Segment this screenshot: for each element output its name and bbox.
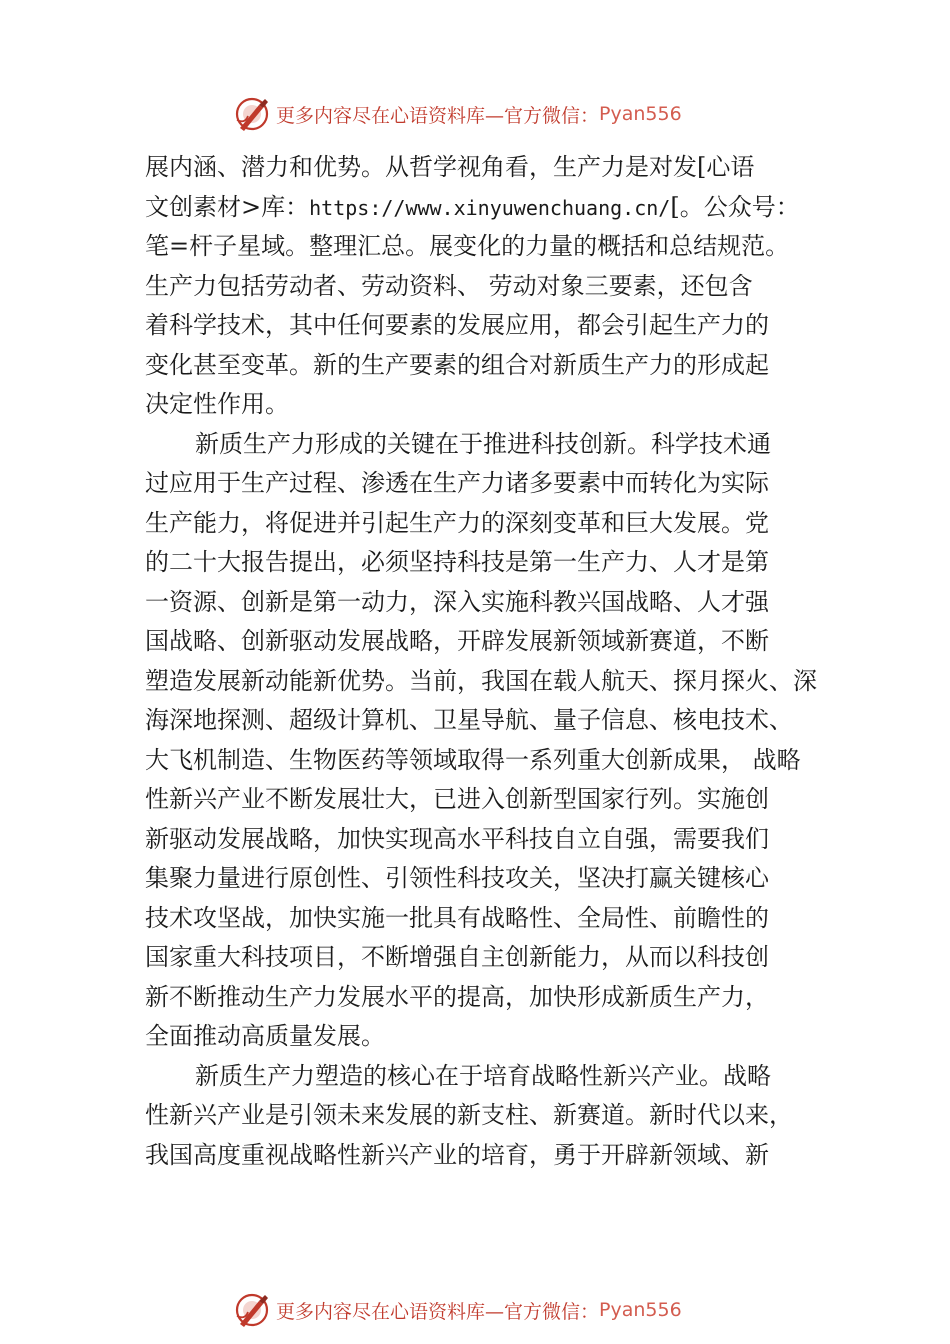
wechat-id: Pyan556	[599, 1299, 682, 1321]
pen-logo-icon	[232, 94, 272, 134]
pen-logo-icon	[232, 1290, 272, 1330]
paragraph-line	[145, 188, 825, 228]
paragraph-line: 笔=杆子星域。整理汇总。展变化的力量的概括和总结规范。	[145, 232, 790, 260]
paragraph-line: 的二十大报告提出，必须坚持科技是第一生产力、人才是第	[145, 548, 769, 576]
paragraph-line: 生产能力，将促进并引起生产力的深刻变革和巨大发展。党	[145, 508, 769, 537]
paragraph-line: 集聚力量进行原创性、引领性科技攻关，坚决打赢关键核心	[145, 864, 769, 892]
wechat-id: Pyan556	[599, 103, 682, 125]
paragraph-line: 我国高度重视战略性新兴产业的培育，勇于开辟新领域、新	[145, 1140, 769, 1169]
paragraph-line: 性新兴产业是引领未来发展的新支柱、新赛道。新时代以来，	[145, 1101, 793, 1129]
url-text: https://www.xinyuwenchuang.cn/	[309, 195, 671, 220]
paragraph-line: 过应用于生产过程、渗透在生产力诸多要素中而转化为实际	[145, 469, 769, 497]
paragraph-line: 决定性作用。	[145, 390, 289, 418]
banner-title: 更多内容尽在心语资料库—官方微信：	[276, 104, 600, 127]
paragraph-line: 展内涵、潜力和优势。从哲学视角看，生产力是对发[心语	[145, 153, 755, 181]
paragraph-line: 国家重大科技项目，不断增强自主创新能力，从而以科技创	[145, 943, 769, 971]
paragraph-line: 大飞机制造、生物医药等领域取得一系列重大创新成果， 战略	[145, 745, 801, 774]
paragraph-line: 生产力包括劳动者、劳动资料、 劳动对象三要素，还包含	[145, 271, 753, 300]
text-fragment: 文创素材>库：	[145, 192, 310, 221]
paragraph-line: 全面推动高质量发展。	[145, 1022, 385, 1050]
paragraph-line: 变化甚至变革。新的生产要素的组合对新质生产力的形成起	[145, 350, 769, 379]
paragraph-line: 国战略、创新驱动发展战略，开辟发展新领域新赛道，不断	[145, 627, 769, 655]
paragraph-line: 新质生产力塑造的核心在于培育战略性新兴产业。战略	[195, 1061, 771, 1090]
text-fragment: [。公众号：	[670, 192, 800, 221]
banner-title: 更多内容尽在心语资料库—官方微信：	[276, 1300, 600, 1323]
header-banner	[232, 94, 682, 134]
paragraph-line: 性新兴产业不断发展壮大，已进入创新型国家行列。实施创	[145, 785, 769, 813]
paragraph-line: 技术攻坚战，加快实施一批具有战略性、全局性、前瞻性的	[145, 903, 769, 932]
footer-banner	[232, 1290, 682, 1330]
document-body	[145, 148, 825, 1175]
paragraph-line: 塑造发展新动能新优势。当前，我国在载人航天、探月探火、深	[145, 666, 817, 695]
paragraph-line: 新驱动发展战略，加快实现高水平科技自立自强，需要我们	[145, 824, 769, 853]
paragraph-line: 新不断推动生产力发展水平的提高，加快形成新质生产力，	[145, 982, 769, 1011]
paragraph-line: 新质生产力形成的关键在于推进科技创新。科学技术通	[195, 429, 771, 458]
paragraph-line: 一资源、创新是第一动力，深入实施科教兴国战略、人才强	[145, 587, 769, 616]
paragraph-line: 海深地探测、超级计算机、卫星导航、量子信息、核电技术、	[145, 706, 793, 734]
paragraph-line: 着科学技术，其中任何要素的发展应用，都会引起生产力的	[145, 311, 769, 339]
